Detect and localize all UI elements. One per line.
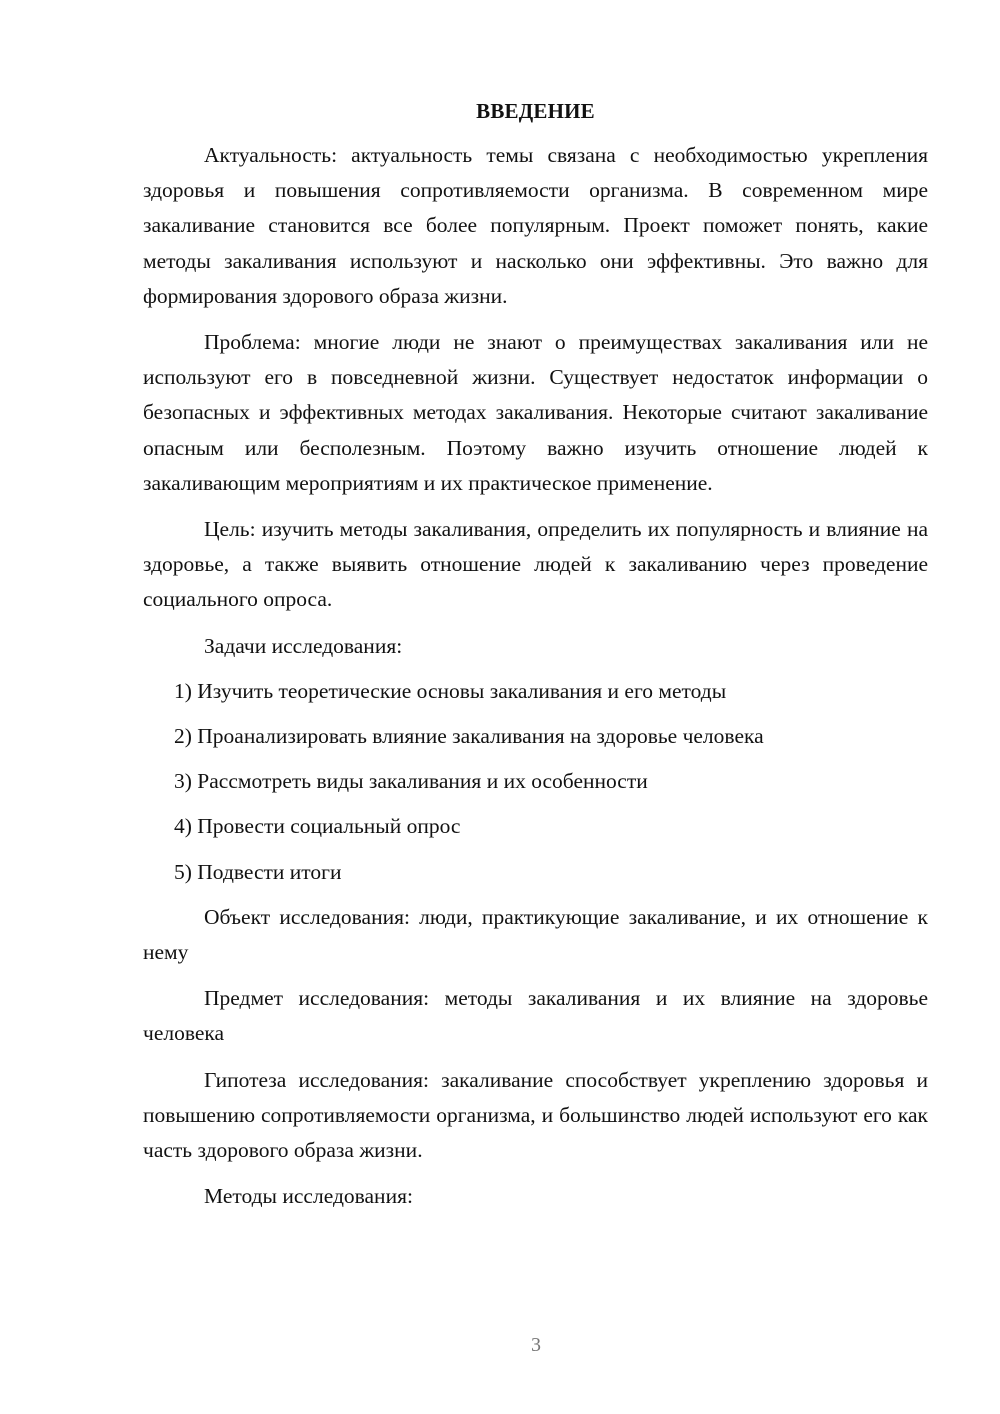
tasks-heading: Задачи исследования:: [204, 633, 403, 658]
list-item: 2) Проанализировать влияние закаливания на здоровье человека: [174, 724, 764, 749]
paragraph-goal: Цель: изучить методы закаливания, определить их популярность и влияние на здоровье, а также выявить отношение людей к закаливанию через проведение социального опроса.: [143, 517, 928, 612]
paragraph-subject: Предмет исследования: методы закаливания и их влияние на здоровье человека: [143, 986, 928, 1046]
list-item: 3) Рассмотреть виды закаливания и их особенности: [174, 769, 648, 794]
paragraph-relevance: Актуальность: актуальность темы связана с необходимостью укрепления здоровья и повышения сопротивляемости организма. В современном мире закаливание становится все более популярным. Проект поможет понять, какие методы закаливания используют и насколько они эффективны. Это важно для формирования здорового образа жизни.: [143, 143, 928, 308]
page-number: 3: [531, 1334, 541, 1356]
methods-heading: Методы исследования:: [204, 1184, 413, 1209]
page-title: ВВЕДЕНИЕ: [476, 99, 595, 123]
page-content: [143, 96, 928, 1224]
paragraph-problem: Проблема: многие люди не знают о преимуществах закаливания или не используют его в повседневной жизни. Существует недостаток информации о безопасных и эффективных методах закаливания. Некоторые считают закаливание опасным или бесполезным. Поэтому важно изучить отношение людей к закаливающим мероприятиям и их практическое применение.: [143, 330, 928, 495]
list-item: 4) Провести социальный опрос: [174, 814, 461, 839]
tasks-list: [143, 674, 928, 890]
paragraph-hypothesis: Гипотеза исследования: закаливание способствует укреплению здоровья и повышению сопротивляемости организма, и большинство людей используют его как часть здорового образа жизни.: [143, 1067, 928, 1163]
list-item: 5) Подвести итоги: [174, 859, 342, 884]
paragraph-object: Объект исследования: люди, практикующие закаливание, и их отношение к нему: [143, 904, 928, 965]
list-item: 1) Изучить теоретические основы закаливания и его методы: [174, 678, 727, 703]
